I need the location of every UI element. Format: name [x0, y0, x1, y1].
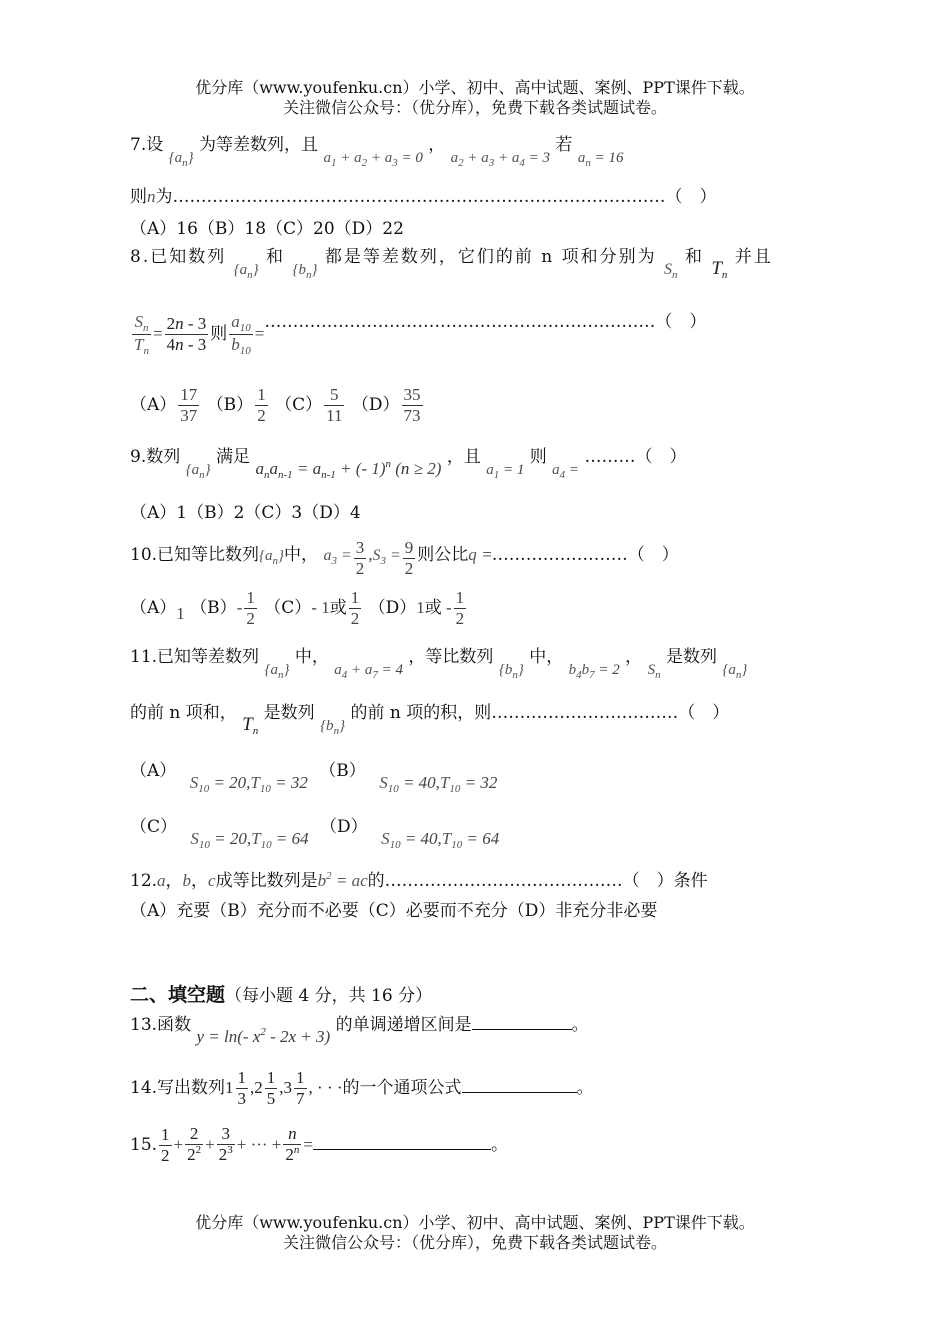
question-11: 11.已知等差数列 $\{a_n\}$ 中， $a_4 + a_7 = 4$ ，等比数列 $\{b_n\}$ 中， $b_4b_7 = 2$ ， $S_n$ 是数列 $\{a_n\}$	[130, 647, 748, 681]
math-sum-a2-a4: $a_2 + a_3 + a_4 = 3$	[450, 150, 551, 169]
question-13: 13.函数 y = ln(- $x^2 - 2x + 3$) 的单调递增区间是 。	[130, 1015, 589, 1046]
footer-line-2: 关注微信公众号：（优分库），免费下载各类试题试卷。	[282, 1233, 667, 1252]
question-10-options: （A）1 （B）- $\frac{1}{2}$ （C）- 1或 $\frac{1}{2}$ （D）1或 - $\frac{1}{2}$	[130, 588, 465, 628]
question-12-options: （A）充要（B）充分而不必要（C）必要而不充分（D）非充分非必要	[130, 901, 658, 921]
question-11-options-cd: （C） $S_{10} = 20,T_{10} = 64$ （D） $S_{10} = 40,T_{10} = 64$	[130, 817, 500, 851]
question-11-options-ab: （A） $S_{10} = 20,T_{10} = 32$ （B） $S_{10} = 40,T_{10} = 32$	[130, 761, 498, 795]
footer-line-1: 优分库（www.youfenku.cn）小学、初中、高中试题、案例、PPT课件下载。	[195, 1213, 755, 1232]
question-7-line-2: 则n为……………………………………………………………………………（ ）	[130, 187, 717, 207]
header-line-1: 优分库（www.youfenku.cn）小学、初中、高中试题、案例、PPT课件下载。	[195, 78, 755, 97]
math-an-16: $a_n = 16$	[577, 150, 624, 169]
math-seq-a: $\{a_n\}$	[168, 150, 194, 169]
question-10: 10.已知等比数列$\{a_n\}$中， $a_3$ = $\frac{3}{2}$ $,S_3$ = $\frac{9}{2}$ 则公比q =……………………（ ）	[130, 538, 679, 578]
question-7-options: （A）16（B）18（C）20（D）22	[130, 219, 404, 239]
question-7: 7.设 $\{a_n\}$ 为等差数列，且 $a_1 + a_2 + a_3 = 0$ ， $a_2 + a_3 + a_4 = 3$ 若 $a_n = 16$	[130, 135, 624, 169]
question-8-options: （A） $\frac{17}{37}$ （B） $\frac{1}{2}$ （C） $\frac{5}{11}$ （D） $\frac{35}{73}$	[130, 385, 421, 425]
question-12: 12.a，b，c成等比数列是$b^2$ = ac的……………………………………（ ）条件	[130, 870, 708, 891]
question-14: 14.写出数列1 $\frac{1}{3}$ ,2 $\frac{1}{5}$ ,3 $\frac{1}{7}$ , · · ·的一个通项公式 。	[130, 1068, 594, 1108]
math-sum-a1-a3: $a_1 + a_2 + a_3 = 0$	[323, 150, 423, 169]
question-11-line-2: 的前 n 项和， $T_n$ 是数列 $\{b_n\}$ 的前 n 项的积，则……………………………（ ）	[130, 703, 730, 737]
answer-blank-13[interactable]	[472, 1015, 572, 1030]
question-8: 8.已知数列 $\{a_n\}$ 和 $\{b_n\}$ 都是等差数列，它们的前 n 项和分别为 $S_n$ 和 $T_n$ 并且	[130, 247, 773, 281]
question-15: 15. $\frac{1}{2}$ + $\frac{2}{2^2}$ + $\frac{3}{2^3}$ + ··· + $\frac{n}{2^n}$ = 。	[130, 1124, 508, 1165]
header-line-2: 关注微信公众号：（优分库），免费下载各类试题试卷。	[282, 98, 667, 117]
section-2-heading: 二、填空题（每小题 4 分，共 16 分）	[130, 984, 433, 1006]
question-9-options: （A）1（B）2（C）3（D）4	[130, 503, 361, 523]
answer-blank-15[interactable]	[313, 1135, 491, 1150]
question-8-line-2: $\frac{S_n}{T_n}$ = $\frac{2n - 3}{4n - 3}$ 则 $\frac{a_{10}}{b_{10}}$ =……………………………………………………………（ ）	[134, 312, 707, 357]
answer-blank-14[interactable]	[462, 1078, 577, 1093]
question-9: 9.数列 $\{a_n\}$ 满足 $a_na_{n-1} = a_{n-1}$ + (- 1)$^n$ (n ≥ 2) ，且 $a_1 = 1$ 则 $a_4$ = ………（ ）	[130, 447, 687, 481]
